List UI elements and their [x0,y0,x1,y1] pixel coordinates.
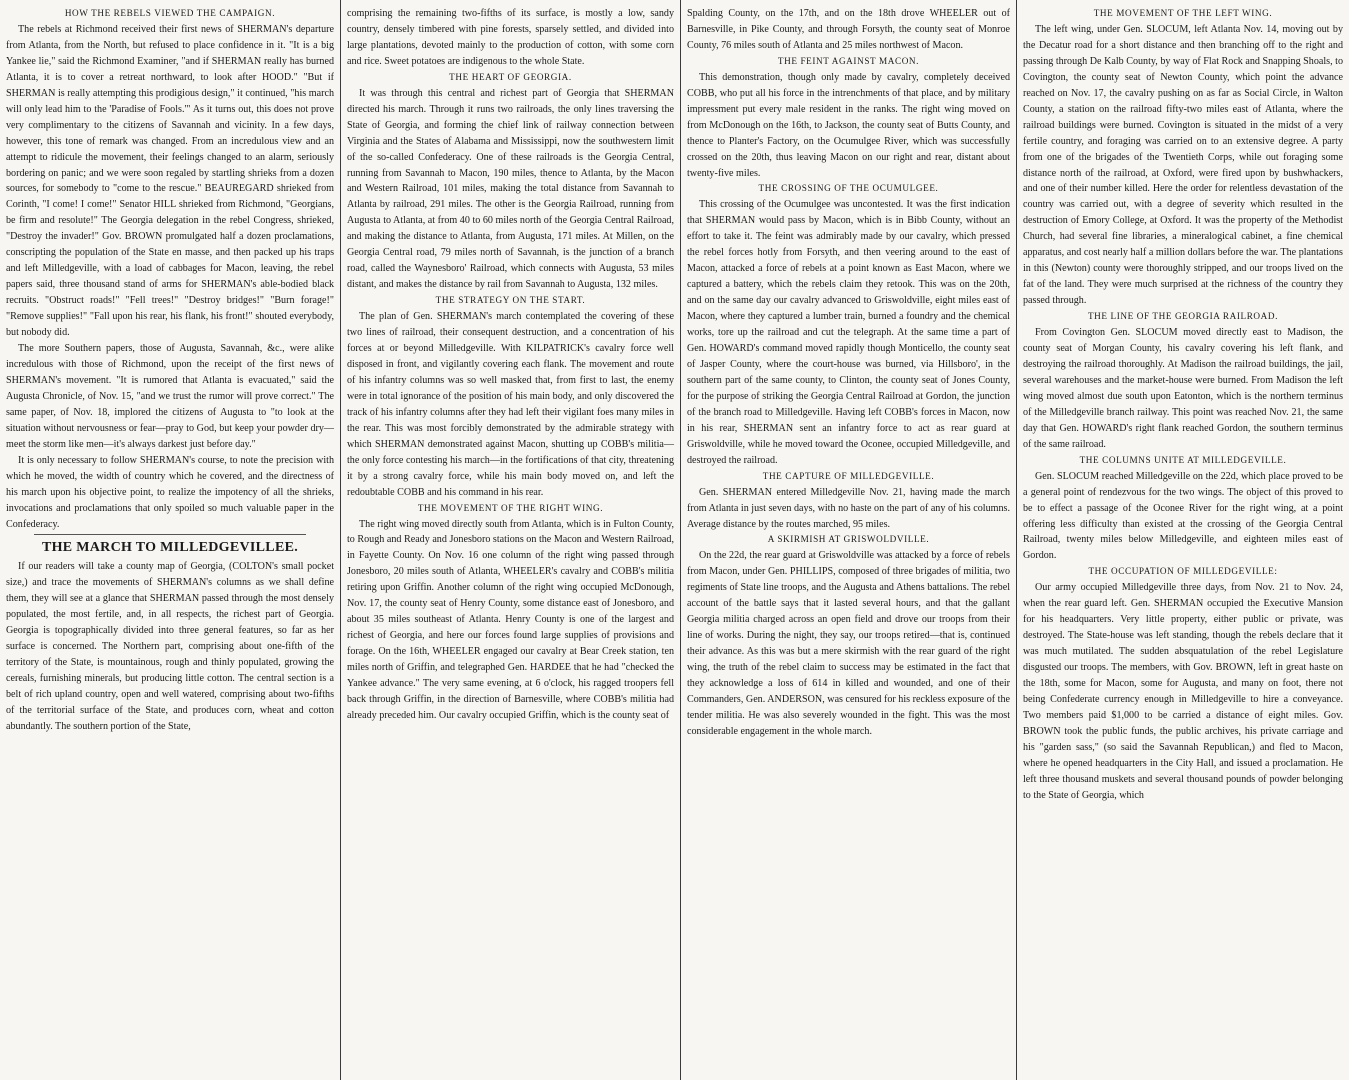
column-4 [1016,0,1349,1080]
column-1 [0,0,340,1080]
section-heading: THE FEINT AGAINST MACON. [777,55,920,66]
section-heading: THE LINE OF THE GEORGIA RAILROAD. [1087,311,1279,322]
paragraph: If our readers will take a county map of Georgia, (COLTON's small pocket size,) and trace the movements of SHERMAN's columns as we shall define them, they will see at a glance that SHERMAN passed through the most densely populated, the most fertile, and, in all respects, the richest part of Georgia. Georgia is topographically divided into three general features, so far as her surface is concerned. The Northern part, comprising about one-fifth of the territory of the State, is mountainous, rough and thinly populated, growing the cereals, furnishing minerals, but producing little cotton. The central section is a belt of rich upland country, open and well watered, comprising about two-fifths of the territorial surface of the State, and produces corn, wheat and cotton abundantly. The southern portion of the State, [6,561,334,732]
paragraph: The more Southern papers, those of Augusta, Savannah, &c., were alike incredulous with those of Richmond, upon the receipt of the first news of SHERMAN's movement. "It is rumored that Atlanta is evacuated," said the Augusta Chronicle, of Nov. 15, "and we trust the rumor will prove correct." The same paper, of Nov. 18, implored the citizens of Augusta to "to look at the situation without nervousness or fear—pray to God, but keep your powder dry—meet the storm like men—it's always darkest just before day." [6,343,334,450]
paragraph: The left wing, under Gen. SLOCUM, left Atlanta Nov. 14, moving out by the Decatur road for a short distance and then branching off to the right and passing through De Kalb County, by way of Flat Rock and Snapping Shoals, to Covington, the county seat of Newton County, which point the advance reached on Nov. 17, the cavalry pushing on as far as Social Circle, in Walton County, a station on the railroad fifty-two miles east of Atlanta, where the railroad buildings were burned. Covington is situated in the midst of a very fertile country, and foraging was carried on to an extensive degree. A party from one of the brigades of the Twentieth Corps, while out foraging some distance north of the railroad, at Oxford, were fired upon by bushwhackers, and one of their number killed. Here the order for relentless devastation of the country was carried out, with a degree of severity which resulted in the destruction of Emory College, at Oxford. It was the property of the Methodist Church, had several fine libraries, a mineralogical cabinet, a fine chemical apparatus, and cost nearly half a million dollars before the war. The plantations in this (Newton) county were thoroughly stripped, and our troops lived on the fat of the land. They were much surprised at the richness of the country they passed through. [1023,23,1343,307]
paragraph: On the 22d, the rear guard at Griswoldville was attacked by a force of rebels from Macon, under Gen. PHILLIPS, composed of three brigades of militia, two regiments of State line troops, and the Augusta and Athens battalions. The rebel account of the battle says that it lasted several hours, and that the gallant Georgia militia charged across an open field and drove our troops from their line of works. During the night, they say, our troops retired—that is, continued their advance. As this was but a mere skirmish with the rear guard of the right wing, the truth of the rebel claim to success may be estimated in the fact that they acknowledge a loss of 614 in killed and wounded, and one of their Commanders, Gen. ANDERSON, was censured for his reckless exposure of the tender militia. He was also severely wounded in the fight. This was the most considerable engagement in the whole march. [687,550,1010,737]
section-heading: THE CAPTURE OF MILLEDGEVILLE. [762,470,935,481]
paragraph: Gen. SHERMAN entered Milledgeville Nov. 21, having made the march from Atlanta in just seven days, with no haste on the part of any of his columns. Average distance by the routes marched, 95 miles. [687,486,1010,530]
section-heading: THE MOVEMENT OF THE LEFT WING. [1093,8,1273,18]
paragraph: The rebels at Richmond received their first news of SHERMAN's departure from Atlanta, from the North, but refused to place confidence in it. "It is a big Yankee lie," said the Richmond Examiner, "and if SHERMAN really has burned Atlanta, it is to cover a retreat northward, to look after HOOD." "But if SHERMAN is really attempting this prodigious design," it continued, "his march will only lead him to the 'Paradise of Fools.'" As it turns out, this does not prove very complimentary to the citizens of Savannah and vicinity. In a few days, however, this tone of remark was changed. From an incredulous view and an attempt to ridicule the movement, their feelings changed to an alarm, seriously bordering on panic; and we were soon regaled by startling shrieks from a dozen sources, for somebody to "come to the rescue." BEAUREGARD shrieked from Corinth, "I come! I come!" Senator HILL shrieked from Richmond, "Georgians, be firm and resolute!" The Georgia delegation in the rebel Congress, shrieked, "Destroy the invader!" Gov. BROWN promulgated half a dozen proclamations, conscripting the population of the State en masse, and then packed up his traps and left Milledgeville, with a load of cabbages for Macon, leaving, the rebel papers said, three thousand stand of arms for SHERMAN's able-bodied black recruits. "Obstruct roads!" "Fell trees!" "Destroy bridges!" "Burn forage!" "Remove supplies!" "Fall upon his rear, his flank, his front!" shouted everybody, but nobody did. [6,23,334,339]
section-heading: THE CROSSING OF THE OCUMULGEE. [758,183,939,194]
paragraph: It was through this central and richest part of Georgia that SHERMAN directed his march. Through it runs two railroads, the only lines traversing the State of Georgia, and forming the chief link of railway connection between Virginia and the States of Alabama and Mississippi, now the southwestern limit of the so-called Confederacy. One of these railroads is the Georgia Central, running from Savannah to Macon, 190 miles, thence to Atlanta, by the Macon and Western Railroad, 101 miles, making the total distance from Savannah to Atlanta by railroad, 291 miles. The other is the Georgia Railroad, running from Augusta to Atlanta, at from 40 to 60 miles north of the Georgia Central Railroad, and making the distance to Atlanta, from Augusta, 171 miles. At Millen, on the Georgia Central road, 79 miles north of Savannah, is the junction of a branch road, called the Waynesboro' Railroad, which connects with Augusta, 53 miles distant, and makes the distance by rail from Savannah to Augusta, 132 miles. [347,87,674,291]
section-heading: THE HEART OF GEORGIA. [449,71,572,82]
paragraph: Gen. SLOCUM reached Milledgeville on the 22d, which place proved to be a general point of rendezvous for the two wings. The object of this proved to be to effect a passage of the Oconee River for the right wing, at a point offering less difficulty than existed at the crossing of the Georgia Central Railroad, twenty miles below Milledgeville, and eighteen miles east of Gordon. [1023,470,1343,562]
paragraph: The right wing moved directly south from Atlanta, which is in Fulton County, to Rough and Ready and Jonesboro stations on the Macon and Western Railroad, in Fayette County. On Nov. 16 one column of the right wing passed through Jonesboro, 20 miles south of Atlanta, WHEELER's cavalry and COBB's militia retiring upon Griffin. Another column of the right wing occupied McDonough, Nov. 17, the county seat of Henry County, some distance east of Jonesboro, and about 35 miles southeast of Atlanta. Henry County is one of the largest and richest of Georgia, and here our forces found large supplies of provisions and forage. On the 16th, WHEELER engaged our cavalry at Bear Creek station, ten miles north of Griffin, and telegraphed Gen. HARDEE that he had "checked the Yankee advance." The very same evening, at 6 o'clock, his ragged troopers fell back through Griffin, in the direction of Barnesville, where COBB's militia had already preceded him. Our cavalry occupied Griffin, which is the county seat of [347,518,674,721]
paragraph: Our army occupied Milledgeville three days, from Nov. 21 to Nov. 24, when the rear guard left. Gen. SHERMAN occupied the Executive Mansion for his headquarters. Very little property, either public or private, was destroyed. The State-house was left standing, though the rebels declare that it was much mutilated. The sudden absquatulation of the rebel Legislature disgusted our troops. The members, with Gov. BROWN, left in great haste on the 18th, some for Macon, some for Augusta, and many on foot, there not being Confederate currency enough in Milledgeville to hire a conveyance. Two members paid $1,000 to be carried a distance of eight miles. Gov. BROWN took the public funds, the public archives, his private carriage and his "garden sass," (so said the Savannah Republican,) and fled to Macon, where he opened headquarters in the City Hall, and issued a proclamation. He left three thousand muskets and several thousand pounds of powder belonging to the State of Georgia, which [1023,582,1343,801]
paragraph: The plan of Gen. SHERMAN's march contemplated the covering of these two lines of railroad, their consequent destruction, and a concentration of his forces at or beyond Milledgeville. With KILPATRICK's cavalry force well disposed in front, and vigilantly covering each flank. The movement and route of his infantry columns was so well masked that, from first to last, the enemy were in total ignorance of the position of his main body, and only discovered the track of his infantry columns after they had left their vigilant foes many miles in the rear. This was most forcibly demonstrated by the admirable strategy with which SHERMAN demonstrated against Macon, shutting up COBB's militia—the only force contesting his march—in the fortifications of that city, threatening it by a strong cavalry force, while his main body moved on, and left the redoubtable COBB and his command in his rear. [347,311,674,498]
continued-paragraph: comprising the remaining two-fifths of its surface, is mostly a low, sandy country, densely timbered with pine forests, sparsely settled, and divided into large plantations, devoted mainly to the production of cotton, with some corn and rice. Sweet potatoes are indigenous to the whole State. [347,8,674,67]
divider [34,534,306,535]
column-3 [680,0,1016,1080]
section-heading: THE STRATEGY ON THE START. [435,295,586,306]
continued-paragraph: Spalding County, on the 17th, and on the 18th drove WHEELER out of Barnesville, in Pike County, and through Forsyth, the county seat of Monroe County, 76 miles south of Atlanta and 25 miles northwest of Macon. [687,8,1010,51]
section-heading: THE MOVEMENT OF THE RIGHT WING. [417,502,604,513]
paragraph: This demonstration, though only made by cavalry, completely deceived COBB, who put all his force in the intrenchments of that place, and by military impressment put every male resident in the ranks. The right wing moved on from McDonough on the 16th, to Jackson, the county seat of Butts County, and thence to Planter's Factory, on the Ocumulgee River, which was successfully crossed on the 20th, thus leaving Macon on our right and rear, distant about twenty-five miles. [687,71,1010,179]
article-title: THE MARCH TO MILLEDGEVILLEE. [41,540,299,556]
section-heading: THE COLUMNS UNITE AT MILLEDGEVILLE. [1079,454,1287,465]
paragraph: This crossing of the Ocumulgee was uncontested. It was the first indication that SHERMAN would pass by Macon, which is in Bibb County, without an effort to take it. The feint was admirably made by our cavalry, which pressed the rebel forces hotly from Forsyth, and then veering around to the east of Macon, attacked a force of rebels at a point known as East Macon, where we captured a battery, which the rebels claim they retook. This was on the 20th, and on the same day our cavalry advanced to Griswoldville, eight miles east of Macon, where they captured a lumber train, burned a foundry and the chemical works, tore up the railroad and cut the telegraph. At the same time a part of Gen. HOWARD's command moved rapidly though Monticello, the county seat of Jasper County, where the court-house was burned, via Hillsboro', in the southern part of the same county, to Clinton, the county seat of Jones County, for the purpose of striking the Georgia Central Railroad at Gordon, the junction of the branch road to Milledgeville. Having left COBB's forces in Macon, now in his rear, SHERMAN sent an infantry force to act as rear guard at Griswoldville, while he moved toward the Oconee, occupied Milledgeville, and destroyed the railroad. [687,199,1010,466]
paragraph: From Covington Gen. SLOCUM moved directly east to Madison, the county seat of Morgan County, his cavalry covering his left flank, and destroying the railroad thoroughly. At Madison the railroad buildings, the jail, several warehouses and the market-house were burned. From Madison the left wing moved almost due south upon Eatonton, which is the northern terminus of the Milledgeville branch railway. This point was reached Nov. 21, the same day that Gen. HOWARD's right flank reached Gordon, the southern terminus of the same railroad. [1023,327,1343,450]
section-heading: HOW THE REBELS VIEWED THE CAMPAIGN. [64,8,276,18]
column-2 [340,0,680,1080]
paragraph: It is only necessary to follow SHERMAN's course, to note the precision with which he moved, the width of country which he covered, and the directness of his march upon his objective point, to realize the impotency of all the shrieks, invocations and proclamations that only spoiled so much valuable paper in the Confederacy. [6,454,334,530]
section-heading: A SKIRMISH AT GRISWOLDVILLE. [767,534,930,545]
section-heading: THE OCCUPATION OF MILLEDGEVILLE: [1088,566,1278,577]
